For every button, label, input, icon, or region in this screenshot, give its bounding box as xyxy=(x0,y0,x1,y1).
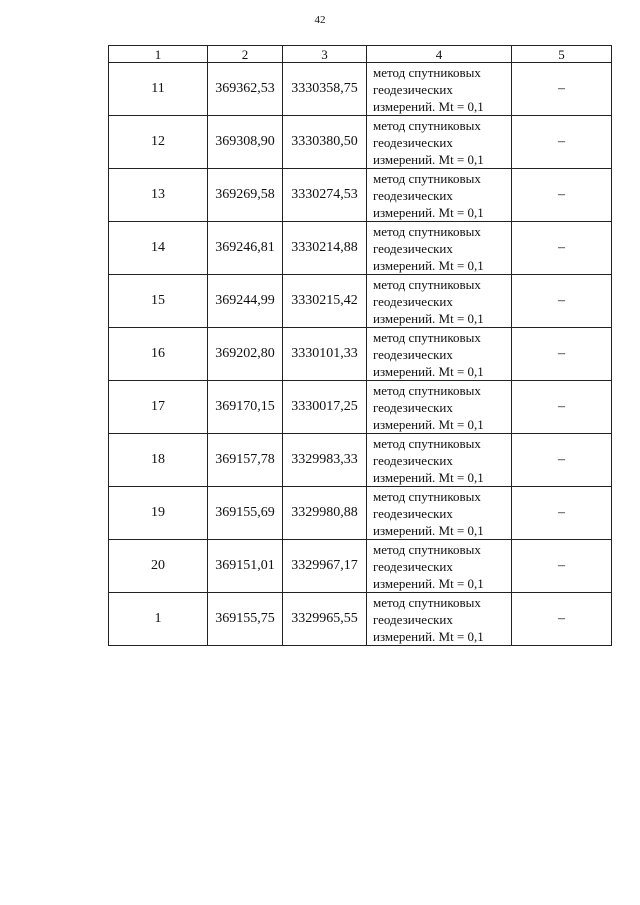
col5-cell: – xyxy=(512,275,612,328)
y-coordinate-cell: 3330017,25 xyxy=(283,381,367,434)
col5-cell: – xyxy=(512,169,612,222)
method-line: геодезических xyxy=(373,188,453,203)
method-line: геодезических xyxy=(373,506,453,521)
page-number: 42 xyxy=(314,14,326,26)
table-row xyxy=(109,222,612,275)
x-coordinate-cell: 369157,78 xyxy=(208,434,283,487)
col5-cell: – xyxy=(512,593,612,646)
x-coordinate-cell: 369246,81 xyxy=(208,222,283,275)
table-row xyxy=(109,540,612,593)
method-line: метод спутниковых xyxy=(373,489,481,504)
y-coordinate-cell: 3330274,53 xyxy=(283,169,367,222)
y-coordinate-cell: 3330358,75 xyxy=(283,63,367,116)
method-line: измерений. Mt = 0,1 xyxy=(373,152,484,167)
table-row xyxy=(109,434,612,487)
method-line: метод спутниковых xyxy=(373,171,481,186)
coordinates-table xyxy=(108,45,612,646)
y-coordinate-cell: 3330214,88 xyxy=(283,222,367,275)
x-coordinate-cell: 369308,90 xyxy=(208,116,283,169)
col5-cell: – xyxy=(512,328,612,381)
point-number-cell: 11 xyxy=(109,63,208,116)
method-line: метод спутниковых xyxy=(373,65,481,80)
table-row xyxy=(109,116,612,169)
method-line: геодезических xyxy=(373,453,453,468)
method-cell xyxy=(367,328,512,381)
x-coordinate-cell: 369269,58 xyxy=(208,169,283,222)
method-line: геодезических xyxy=(373,241,453,256)
method-cell xyxy=(367,63,512,116)
method-line: измерений. Mt = 0,1 xyxy=(373,523,484,538)
method-line: геодезических xyxy=(373,612,453,627)
header-col-2: 2 xyxy=(208,46,283,63)
method-cell xyxy=(367,169,512,222)
method-line: измерений. Mt = 0,1 xyxy=(373,629,484,644)
method-cell xyxy=(367,222,512,275)
method-line: измерений. Mt = 0,1 xyxy=(373,417,484,432)
method-cell xyxy=(367,116,512,169)
point-number-cell: 16 xyxy=(109,328,208,381)
header-col-3: 3 xyxy=(283,46,367,63)
method-line: геодезических xyxy=(373,347,453,362)
y-coordinate-cell: 3329965,55 xyxy=(283,593,367,646)
col5-cell: – xyxy=(512,63,612,116)
method-cell xyxy=(367,540,512,593)
method-line: геодезических xyxy=(373,294,453,309)
point-number-cell: 1 xyxy=(109,593,208,646)
method-cell xyxy=(367,593,512,646)
header-row xyxy=(109,46,612,63)
method-line: метод спутниковых xyxy=(373,383,481,398)
y-coordinate-cell: 3330101,33 xyxy=(283,328,367,381)
point-number-cell: 18 xyxy=(109,434,208,487)
col5-cell: – xyxy=(512,487,612,540)
method-cell xyxy=(367,487,512,540)
x-coordinate-cell: 369202,80 xyxy=(208,328,283,381)
y-coordinate-cell: 3329967,17 xyxy=(283,540,367,593)
table-row xyxy=(109,381,612,434)
method-line: геодезических xyxy=(373,559,453,574)
col5-cell: – xyxy=(512,222,612,275)
col5-cell: – xyxy=(512,540,612,593)
x-coordinate-cell: 369155,75 xyxy=(208,593,283,646)
table-row xyxy=(109,63,612,116)
col5-cell: – xyxy=(512,434,612,487)
method-cell xyxy=(367,434,512,487)
point-number-cell: 14 xyxy=(109,222,208,275)
y-coordinate-cell: 3329980,88 xyxy=(283,487,367,540)
method-line: метод спутниковых xyxy=(373,224,481,239)
method-line: метод спутниковых xyxy=(373,595,481,610)
table-body xyxy=(109,63,612,646)
point-number-cell: 15 xyxy=(109,275,208,328)
x-coordinate-cell: 369170,15 xyxy=(208,381,283,434)
y-coordinate-cell: 3329983,33 xyxy=(283,434,367,487)
method-line: измерений. Mt = 0,1 xyxy=(373,258,484,273)
method-line: измерений. Mt = 0,1 xyxy=(373,311,484,326)
method-line: измерений. Mt = 0,1 xyxy=(373,205,484,220)
method-line: метод спутниковых xyxy=(373,118,481,133)
point-number-cell: 12 xyxy=(109,116,208,169)
method-line: измерений. Mt = 0,1 xyxy=(373,99,484,114)
point-number-cell: 19 xyxy=(109,487,208,540)
col5-cell: – xyxy=(512,381,612,434)
method-line: геодезических xyxy=(373,135,453,150)
method-line: метод спутниковых xyxy=(373,436,481,451)
method-line: метод спутниковых xyxy=(373,330,481,345)
x-coordinate-cell: 369151,01 xyxy=(208,540,283,593)
header-col-4: 4 xyxy=(367,46,512,63)
method-line: геодезических xyxy=(373,400,453,415)
x-coordinate-cell: 369244,99 xyxy=(208,275,283,328)
y-coordinate-cell: 3330380,50 xyxy=(283,116,367,169)
y-coordinate-cell: 3330215,42 xyxy=(283,275,367,328)
method-cell xyxy=(367,275,512,328)
header-col-1: 1 xyxy=(109,46,208,63)
method-line: геодезических xyxy=(373,82,453,97)
method-line: измерений. Mt = 0,1 xyxy=(373,576,484,591)
table-row xyxy=(109,487,612,540)
table-row xyxy=(109,593,612,646)
x-coordinate-cell: 369362,53 xyxy=(208,63,283,116)
method-line: метод спутниковых xyxy=(373,542,481,557)
point-number-cell: 20 xyxy=(109,540,208,593)
table-row xyxy=(109,275,612,328)
table-row xyxy=(109,169,612,222)
point-number-cell: 17 xyxy=(109,381,208,434)
col5-cell: – xyxy=(512,116,612,169)
header-col-5: 5 xyxy=(512,46,612,63)
method-cell xyxy=(367,381,512,434)
x-coordinate-cell: 369155,69 xyxy=(208,487,283,540)
method-line: метод спутниковых xyxy=(373,277,481,292)
table-row xyxy=(109,328,612,381)
method-line: измерений. Mt = 0,1 xyxy=(373,470,484,485)
point-number-cell: 13 xyxy=(109,169,208,222)
method-line: измерений. Mt = 0,1 xyxy=(373,364,484,379)
